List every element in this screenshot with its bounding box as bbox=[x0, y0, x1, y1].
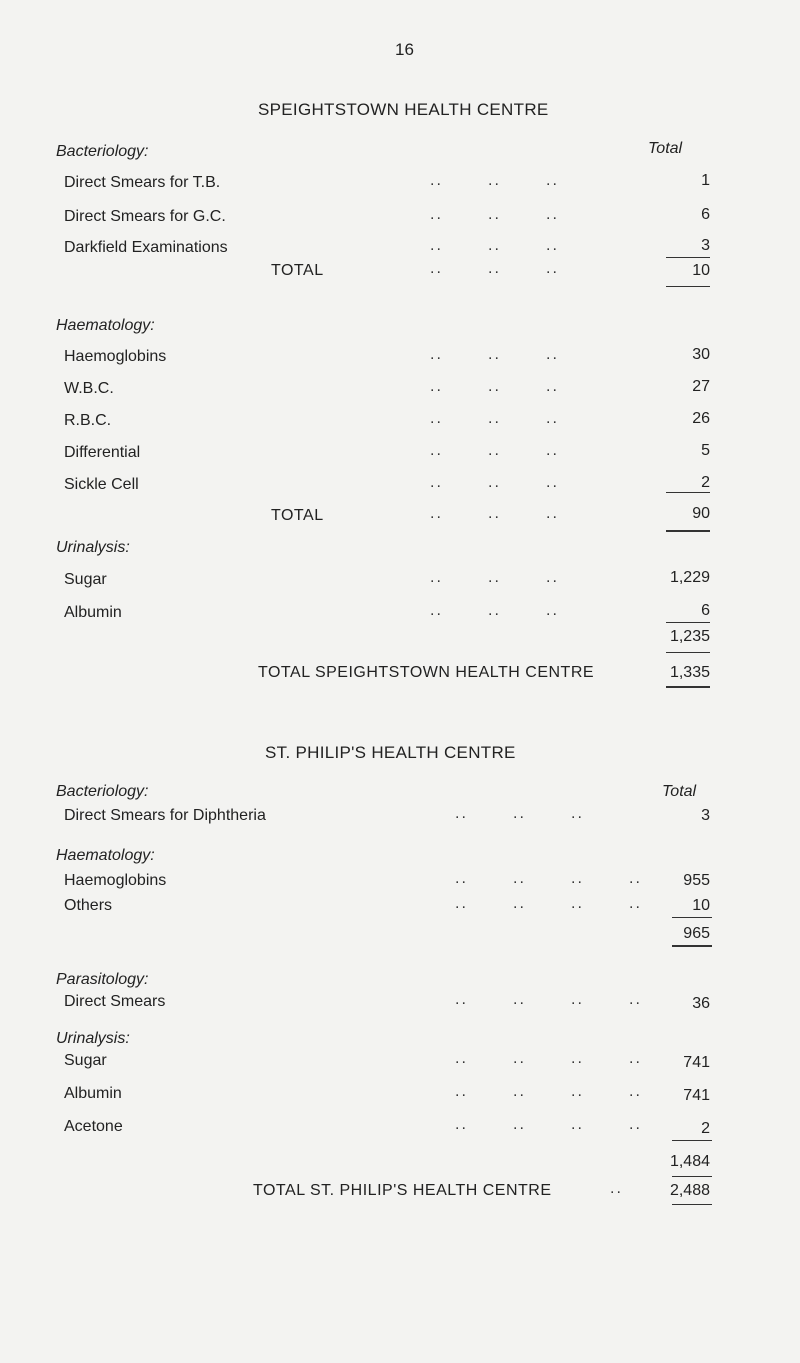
grand-total-value: 2,488 bbox=[669, 1182, 710, 1199]
leader-dots: .. .. .. bbox=[430, 602, 559, 619]
item-value: 5 bbox=[701, 442, 710, 459]
item-value: 955 bbox=[683, 872, 710, 889]
total-column-header: Total bbox=[648, 140, 683, 157]
group-heading: Urinalysis: bbox=[56, 1030, 130, 1047]
item-label: Haemoglobins bbox=[64, 348, 167, 365]
item-value: 36 bbox=[692, 995, 710, 1012]
leader-dots: .. .. .. bbox=[430, 442, 559, 459]
item-label: Sugar bbox=[64, 1052, 107, 1069]
item-label: W.B.C. bbox=[64, 380, 114, 397]
leader-dots: .. .. .. bbox=[455, 805, 584, 822]
sum-rule bbox=[666, 686, 710, 688]
leader-dots: .. .. .. bbox=[430, 346, 559, 363]
item-value: 3 bbox=[701, 807, 710, 824]
group-heading: Haematology: bbox=[56, 317, 155, 334]
sum-rule bbox=[672, 917, 712, 918]
leader-dots: .. .. .. .. bbox=[455, 1050, 642, 1067]
item-value: 30 bbox=[692, 346, 710, 363]
subtotal-value: 1,484 bbox=[669, 1153, 710, 1170]
item-label: Darkfield Examinations bbox=[64, 239, 228, 256]
item-label: Sugar bbox=[64, 571, 107, 588]
grand-total-label: TOTAL SPEIGHTSTOWN HEALTH CENTRE bbox=[258, 664, 595, 681]
sum-rule bbox=[666, 257, 710, 258]
item-label: Acetone bbox=[64, 1118, 123, 1135]
sum-rule bbox=[666, 286, 710, 287]
subtotal-value: 90 bbox=[692, 505, 710, 522]
grand-total-value: 1,335 bbox=[669, 664, 710, 681]
sum-rule bbox=[666, 492, 710, 493]
total-column-header: Total bbox=[662, 783, 697, 800]
item-label: Sickle Cell bbox=[64, 476, 139, 493]
leader-dots: .. .. .. bbox=[430, 378, 559, 395]
item-label: R.B.C. bbox=[64, 412, 112, 429]
sum-rule bbox=[672, 1176, 712, 1177]
leader-dots: .. .. .. bbox=[430, 410, 559, 427]
item-value: 6 bbox=[701, 206, 710, 223]
leader-dots: .. .. .. .. bbox=[455, 991, 642, 1008]
leader-dots: .. .. .. .. bbox=[455, 1116, 642, 1133]
leader-dots: .. .. .. bbox=[430, 569, 559, 586]
item-value: 2 bbox=[701, 474, 710, 491]
subtotal-value: 1,235 bbox=[669, 628, 710, 645]
group-heading: Parasitology: bbox=[56, 971, 149, 988]
item-label: Direct Smears bbox=[64, 993, 166, 1010]
grand-total-label: TOTAL ST. PHILIP'S HEALTH CENTRE bbox=[253, 1182, 552, 1199]
item-label: Differential bbox=[64, 444, 141, 461]
item-value: 3 bbox=[701, 237, 710, 254]
subtotal-value: 965 bbox=[683, 925, 710, 942]
item-label: Haemoglobins bbox=[64, 872, 167, 889]
leader-dots: .. .. .. bbox=[430, 206, 559, 223]
sum-rule bbox=[666, 652, 710, 653]
leader-dots: .. .. .. .. bbox=[455, 895, 642, 912]
leader-dots: .. .. .. bbox=[430, 474, 559, 491]
group-heading: Urinalysis: bbox=[56, 539, 130, 556]
item-value: 27 bbox=[692, 378, 710, 395]
item-value: 2 bbox=[701, 1120, 710, 1137]
item-value: 10 bbox=[692, 897, 710, 914]
sum-rule bbox=[672, 1204, 712, 1205]
item-label: Direct Smears for Diphtheria bbox=[64, 807, 266, 824]
item-value: 26 bbox=[692, 410, 710, 427]
group-heading: Bacteriology: bbox=[56, 783, 149, 800]
leader-dots: .. .. .. .. bbox=[455, 1083, 642, 1100]
item-label: Direct Smears for T.B. bbox=[64, 174, 221, 191]
item-value: 1 bbox=[701, 172, 710, 189]
item-value: 741 bbox=[683, 1054, 710, 1071]
leader-dots: .. .. .. .. bbox=[455, 870, 642, 887]
subtotal-label: TOTAL bbox=[271, 507, 324, 524]
sum-rule bbox=[672, 1140, 712, 1141]
leader-dots: .. bbox=[610, 1180, 623, 1197]
item-value: 6 bbox=[701, 602, 710, 619]
page-number: 16 bbox=[395, 40, 414, 59]
leader-dots: .. .. .. bbox=[430, 237, 559, 254]
group-heading: Haematology: bbox=[56, 847, 155, 864]
subtotal-label: TOTAL bbox=[271, 262, 324, 279]
sum-rule bbox=[672, 945, 712, 947]
leader-dots: .. .. .. bbox=[430, 260, 559, 277]
item-label: Albumin bbox=[64, 604, 122, 621]
leader-dots: .. .. .. bbox=[430, 172, 559, 189]
item-value: 1,229 bbox=[669, 569, 710, 586]
leader-dots: .. .. .. bbox=[430, 505, 559, 522]
section-title: ST. PHILIP'S HEALTH CENTRE bbox=[265, 743, 516, 762]
section-title: SPEIGHTSTOWN HEALTH CENTRE bbox=[258, 100, 549, 119]
sum-rule bbox=[666, 530, 710, 532]
item-value: 741 bbox=[683, 1087, 710, 1104]
item-label: Others bbox=[64, 897, 113, 914]
subtotal-value: 10 bbox=[692, 262, 710, 279]
item-label: Albumin bbox=[64, 1085, 122, 1102]
item-label: Direct Smears for G.C. bbox=[64, 208, 226, 225]
group-heading: Bacteriology: bbox=[56, 143, 149, 160]
sum-rule bbox=[666, 622, 710, 623]
